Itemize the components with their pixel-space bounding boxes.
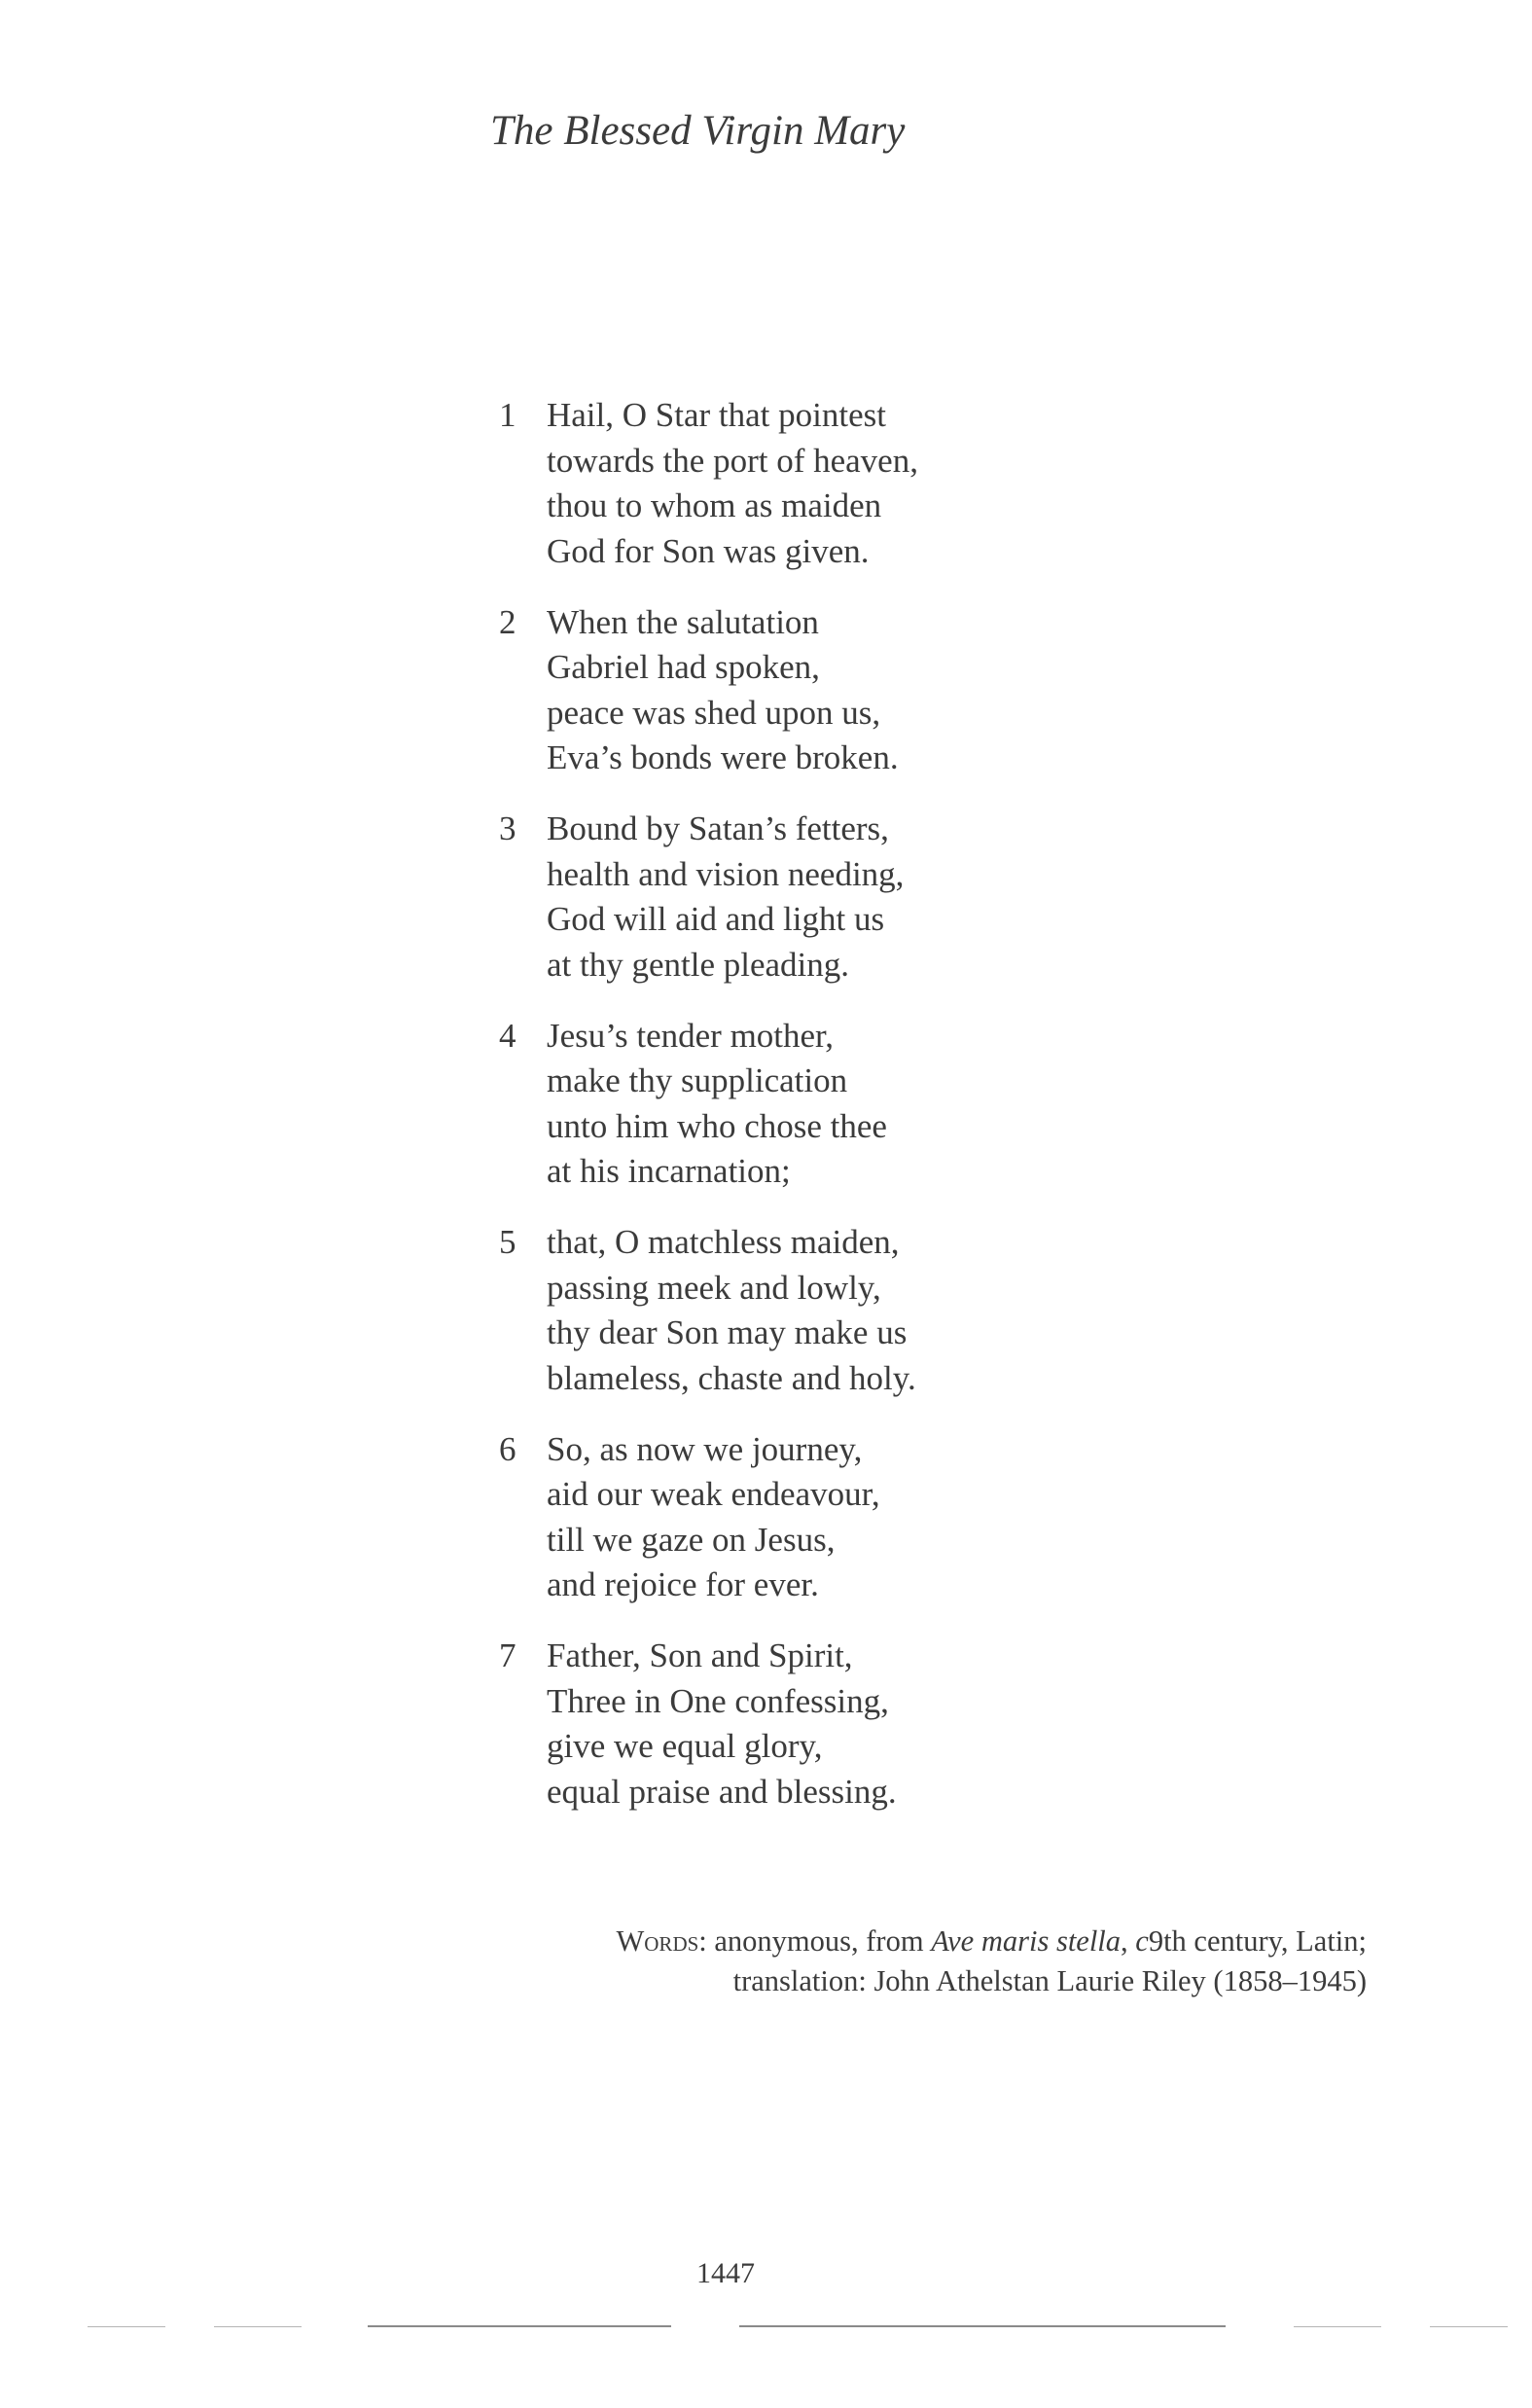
credits-text-c: 9th century, Latin; [1148,1924,1367,1958]
verse-line: at thy gentle pleading. [547,945,850,984]
verse [491,600,1036,781]
verse-line: health and vision needing, [547,854,905,893]
verse [491,807,1036,988]
verse-line: thou to whom as maiden [547,486,882,524]
credits-line-1 [616,1922,1367,1961]
bottom-rule [1430,2326,1508,2327]
verse-line: God for Son was given. [547,531,870,570]
verse-line: towards the port of heaven, [547,441,918,480]
verse-lines [547,600,1036,781]
verse-line: give we equal glory, [547,1727,823,1765]
verse-line: and rejoice for ever. [547,1565,819,1603]
bottom-rule [739,2325,1226,2327]
verse-number: 6 [499,1429,517,1468]
verse-line: Eva’s bonds were broken. [547,738,899,776]
verse-line: Jesu’s tender mother, [547,1016,835,1055]
verse-line: Three in One confessing, [547,1681,889,1720]
verse-line: passing meek and lowly, [547,1268,881,1307]
verse-line: When the salutation [547,602,819,641]
bottom-rule [214,2326,302,2327]
verse-list [491,393,1036,1841]
verse-line: that, O matchless maiden, [547,1223,900,1261]
verse [491,1220,1036,1401]
verse-number: 7 [499,1636,517,1674]
verse-line: So, as now we journey, [547,1429,863,1468]
verse-line: aid our weak endeavour, [547,1475,880,1513]
verse-lines [547,1014,1036,1195]
verse-number: 4 [499,1016,517,1055]
words-label: Words: [616,1924,707,1958]
verse-line: unto him who chose thee [547,1106,887,1145]
page-number: 1447 [696,2257,755,2289]
page-title: The Blessed Virgin Mary [490,108,906,154]
credits-text-b: , [1121,1924,1136,1958]
verse-number: 3 [499,809,517,847]
circa-abbrev: c [1135,1924,1149,1958]
verse [491,1014,1036,1195]
credits-line-2: translation: John Athelstan Laurie Riley (1858–1945) [732,1964,1367,1997]
verse [491,1427,1036,1608]
verse-line: Gabriel had spoken, [547,648,820,686]
bottom-rule [88,2326,165,2327]
credits-text-a: anonymous, from [706,1924,932,1958]
verse-lines [547,1427,1036,1608]
verse-line: Hail, O Star that pointest [547,396,886,434]
verse-number: 5 [499,1223,517,1261]
verse-lines [547,393,1036,574]
verse [491,393,1036,574]
verse-lines [547,1634,1036,1815]
source-title: Ave maris stella [931,1924,1122,1958]
verse-lines [547,1220,1036,1401]
credits [616,1922,1367,2001]
verse [491,1634,1036,1815]
verse-line: till we gaze on Jesus, [547,1520,836,1559]
verse-number: 1 [499,396,517,434]
verse-line: peace was shed upon us, [547,693,881,732]
verse-line: Bound by Satan’s fetters, [547,809,889,847]
verse-line: blameless, chaste and holy. [547,1358,916,1397]
verse-line: Father, Son and Spirit, [547,1636,853,1674]
verse-line: thy dear Son may make us [547,1313,908,1351]
verse-number: 2 [499,602,517,641]
verse-line: at his incarnation; [547,1152,791,1190]
verse-line: make thy supplication [547,1061,848,1099]
bottom-rule [1294,2326,1381,2327]
verse-line: equal praise and blessing. [547,1772,897,1811]
bottom-rule [368,2325,671,2327]
verse-line: God will aid and light us [547,900,885,938]
verse-lines [547,807,1036,988]
